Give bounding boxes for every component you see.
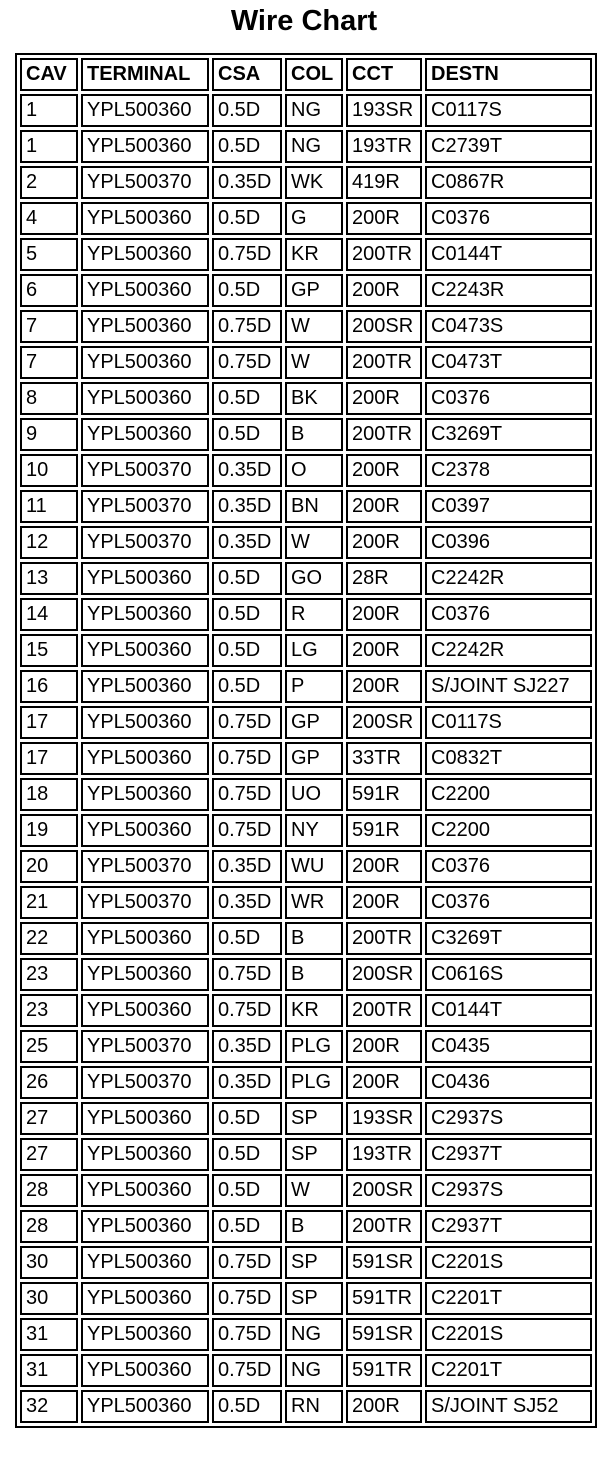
cell-terminal: YPL500370 bbox=[81, 1030, 209, 1063]
cell-cct: 200R bbox=[346, 598, 422, 631]
cell-terminal: YPL500370 bbox=[81, 850, 209, 883]
cell-csa: 0.35D bbox=[212, 886, 282, 919]
cell-terminal: YPL500360 bbox=[81, 634, 209, 667]
cell-terminal: YPL500360 bbox=[81, 706, 209, 739]
cell-cct: 591TR bbox=[346, 1282, 422, 1315]
table-row bbox=[20, 1210, 592, 1243]
table-row bbox=[20, 670, 592, 703]
cell-csa: 0.75D bbox=[212, 1354, 282, 1387]
cell-cct: 200R bbox=[346, 1066, 422, 1099]
cell-csa: 0.35D bbox=[212, 850, 282, 883]
table-row bbox=[20, 1390, 592, 1423]
cell-cct: 200SR bbox=[346, 1174, 422, 1207]
cell-cav: 10 bbox=[20, 454, 78, 487]
cell-cct: 193SR bbox=[346, 1102, 422, 1135]
cell-col: WU bbox=[285, 850, 343, 883]
cell-csa: 0.5D bbox=[212, 418, 282, 451]
cell-csa: 0.75D bbox=[212, 958, 282, 991]
cell-cav: 18 bbox=[20, 778, 78, 811]
cell-terminal: YPL500360 bbox=[81, 130, 209, 163]
cell-csa: 0.5D bbox=[212, 1138, 282, 1171]
cell-csa: 0.5D bbox=[212, 598, 282, 631]
cell-cct: 33TR bbox=[346, 742, 422, 775]
cell-cct: 200R bbox=[346, 490, 422, 523]
cell-cct: 591TR bbox=[346, 1354, 422, 1387]
cell-terminal: YPL500370 bbox=[81, 526, 209, 559]
cell-terminal: YPL500360 bbox=[81, 1174, 209, 1207]
cell-cav: 19 bbox=[20, 814, 78, 847]
cell-terminal: YPL500360 bbox=[81, 1246, 209, 1279]
cell-col: RN bbox=[285, 1390, 343, 1423]
table-row bbox=[20, 562, 592, 595]
cell-col: SP bbox=[285, 1102, 343, 1135]
cell-cct: 200TR bbox=[346, 922, 422, 955]
cell-destn: C0832T bbox=[425, 742, 592, 775]
cell-cav: 32 bbox=[20, 1390, 78, 1423]
table-row bbox=[20, 778, 592, 811]
cell-col: GO bbox=[285, 562, 343, 595]
cell-cav: 23 bbox=[20, 958, 78, 991]
cell-cct: 193TR bbox=[346, 130, 422, 163]
cell-destn: C0376 bbox=[425, 382, 592, 415]
table-row bbox=[20, 1030, 592, 1063]
cell-csa: 0.75D bbox=[212, 1282, 282, 1315]
cell-terminal: YPL500360 bbox=[81, 1102, 209, 1135]
cell-col: GP bbox=[285, 742, 343, 775]
cell-csa: 0.35D bbox=[212, 166, 282, 199]
cell-csa: 0.5D bbox=[212, 1102, 282, 1135]
cell-col: O bbox=[285, 454, 343, 487]
cell-csa: 0.75D bbox=[212, 238, 282, 271]
cell-cav: 7 bbox=[20, 310, 78, 343]
cell-terminal: YPL500360 bbox=[81, 238, 209, 271]
cell-col: BK bbox=[285, 382, 343, 415]
cell-terminal: YPL500360 bbox=[81, 274, 209, 307]
cell-terminal: YPL500370 bbox=[81, 454, 209, 487]
cell-csa: 0.5D bbox=[212, 1210, 282, 1243]
cell-csa: 0.75D bbox=[212, 994, 282, 1027]
cell-cct: 591R bbox=[346, 778, 422, 811]
cell-cav: 15 bbox=[20, 634, 78, 667]
cell-cct: 200TR bbox=[346, 1210, 422, 1243]
cell-col: GP bbox=[285, 274, 343, 307]
cell-csa: 0.5D bbox=[212, 1390, 282, 1423]
cell-csa: 0.75D bbox=[212, 310, 282, 343]
cell-destn: C0473T bbox=[425, 346, 592, 379]
cell-terminal: YPL500360 bbox=[81, 418, 209, 451]
page-title: Wire Chart bbox=[230, 5, 378, 37]
cell-csa: 0.75D bbox=[212, 742, 282, 775]
cell-terminal: YPL500360 bbox=[81, 202, 209, 235]
cell-cct: 200SR bbox=[346, 310, 422, 343]
cell-col: NG bbox=[285, 1354, 343, 1387]
cell-col: PLG bbox=[285, 1066, 343, 1099]
cell-destn: C0867R bbox=[425, 166, 592, 199]
cell-col: SP bbox=[285, 1246, 343, 1279]
cell-csa: 0.5D bbox=[212, 670, 282, 703]
cell-cav: 6 bbox=[20, 274, 78, 307]
cell-terminal: YPL500360 bbox=[81, 742, 209, 775]
cell-col: W bbox=[285, 310, 343, 343]
table-row bbox=[20, 1354, 592, 1387]
table-body bbox=[20, 94, 592, 1423]
cell-destn: C0396 bbox=[425, 526, 592, 559]
cell-col: NG bbox=[285, 94, 343, 127]
cell-col: B bbox=[285, 958, 343, 991]
cell-cav: 20 bbox=[20, 850, 78, 883]
cell-cav: 25 bbox=[20, 1030, 78, 1063]
cell-terminal: YPL500360 bbox=[81, 958, 209, 991]
table-row bbox=[20, 382, 592, 415]
cell-cav: 31 bbox=[20, 1354, 78, 1387]
cell-terminal: YPL500370 bbox=[81, 490, 209, 523]
cell-destn: C2201S bbox=[425, 1318, 592, 1351]
cell-csa: 0.5D bbox=[212, 202, 282, 235]
cell-terminal: YPL500370 bbox=[81, 1066, 209, 1099]
table-row bbox=[20, 1282, 592, 1315]
cell-col: UO bbox=[285, 778, 343, 811]
cell-cav: 23 bbox=[20, 994, 78, 1027]
cell-cct: 200R bbox=[346, 1390, 422, 1423]
cell-cav: 7 bbox=[20, 346, 78, 379]
cell-cav: 17 bbox=[20, 742, 78, 775]
cell-terminal: YPL500360 bbox=[81, 310, 209, 343]
cell-csa: 0.75D bbox=[212, 346, 282, 379]
table-row bbox=[20, 1174, 592, 1207]
cell-destn: C2200 bbox=[425, 814, 592, 847]
cell-cav: 28 bbox=[20, 1210, 78, 1243]
cell-destn: C0616S bbox=[425, 958, 592, 991]
table-row bbox=[20, 958, 592, 991]
cell-cav: 14 bbox=[20, 598, 78, 631]
table-row bbox=[20, 310, 592, 343]
table-row bbox=[20, 418, 592, 451]
cell-destn: C0435 bbox=[425, 1030, 592, 1063]
cell-destn: S/JOINT SJ227 bbox=[425, 670, 592, 703]
cell-terminal: YPL500360 bbox=[81, 598, 209, 631]
cell-col: P bbox=[285, 670, 343, 703]
cell-cav: 16 bbox=[20, 670, 78, 703]
cell-cct: 419R bbox=[346, 166, 422, 199]
cell-csa: 0.75D bbox=[212, 706, 282, 739]
cell-cav: 28 bbox=[20, 1174, 78, 1207]
cell-csa: 0.5D bbox=[212, 130, 282, 163]
cell-terminal: YPL500360 bbox=[81, 346, 209, 379]
cell-csa: 0.75D bbox=[212, 778, 282, 811]
cell-destn: C0376 bbox=[425, 850, 592, 883]
cell-col: WR bbox=[285, 886, 343, 919]
table-row bbox=[20, 490, 592, 523]
cell-destn: C0376 bbox=[425, 886, 592, 919]
table-row bbox=[20, 922, 592, 955]
header-terminal: TERMINAL bbox=[81, 58, 209, 91]
cell-destn: C0376 bbox=[425, 598, 592, 631]
cell-destn: C2378 bbox=[425, 454, 592, 487]
cell-cav: 12 bbox=[20, 526, 78, 559]
cell-csa: 0.35D bbox=[212, 1066, 282, 1099]
cell-csa: 0.35D bbox=[212, 526, 282, 559]
cell-csa: 0.75D bbox=[212, 1318, 282, 1351]
cell-cct: 28R bbox=[346, 562, 422, 595]
cell-destn: C2937S bbox=[425, 1174, 592, 1207]
cell-cct: 200R bbox=[346, 274, 422, 307]
cell-csa: 0.5D bbox=[212, 634, 282, 667]
cell-col: R bbox=[285, 598, 343, 631]
table-row bbox=[20, 526, 592, 559]
cell-col: PLG bbox=[285, 1030, 343, 1063]
cell-destn: C2937S bbox=[425, 1102, 592, 1135]
cell-cav: 27 bbox=[20, 1138, 78, 1171]
table-row bbox=[20, 1066, 592, 1099]
cell-cct: 591SR bbox=[346, 1318, 422, 1351]
cell-cav: 26 bbox=[20, 1066, 78, 1099]
cell-col: NY bbox=[285, 814, 343, 847]
cell-destn: C3269T bbox=[425, 922, 592, 955]
cell-destn: C2201T bbox=[425, 1354, 592, 1387]
cell-terminal: YPL500360 bbox=[81, 1354, 209, 1387]
table-row bbox=[20, 994, 592, 1027]
cell-cct: 200TR bbox=[346, 994, 422, 1027]
cell-terminal: YPL500360 bbox=[81, 1390, 209, 1423]
cell-terminal: YPL500370 bbox=[81, 886, 209, 919]
cell-destn: C3269T bbox=[425, 418, 592, 451]
cell-col: SP bbox=[285, 1138, 343, 1171]
cell-destn: C0376 bbox=[425, 202, 592, 235]
cell-terminal: YPL500360 bbox=[81, 1210, 209, 1243]
cell-csa: 0.5D bbox=[212, 94, 282, 127]
cell-destn: C0117S bbox=[425, 94, 592, 127]
cell-csa: 0.5D bbox=[212, 562, 282, 595]
cell-col: NG bbox=[285, 1318, 343, 1351]
cell-cct: 200R bbox=[346, 202, 422, 235]
cell-destn: S/JOINT SJ52 bbox=[425, 1390, 592, 1423]
cell-col: W bbox=[285, 1174, 343, 1207]
cell-cct: 200R bbox=[346, 670, 422, 703]
cell-cct: 200R bbox=[346, 850, 422, 883]
cell-destn: C2243R bbox=[425, 274, 592, 307]
cell-col: KR bbox=[285, 994, 343, 1027]
cell-csa: 0.5D bbox=[212, 382, 282, 415]
cell-terminal: YPL500360 bbox=[81, 562, 209, 595]
cell-terminal: YPL500360 bbox=[81, 382, 209, 415]
cell-cct: 200SR bbox=[346, 706, 422, 739]
table-row bbox=[20, 1318, 592, 1351]
cell-col: W bbox=[285, 526, 343, 559]
header-row bbox=[20, 58, 592, 91]
cell-col: WK bbox=[285, 166, 343, 199]
cell-cav: 31 bbox=[20, 1318, 78, 1351]
cell-destn: C2201T bbox=[425, 1282, 592, 1315]
table-row bbox=[20, 886, 592, 919]
cell-terminal: YPL500360 bbox=[81, 670, 209, 703]
cell-csa: 0.35D bbox=[212, 454, 282, 487]
cell-cct: 200R bbox=[346, 634, 422, 667]
cell-destn: C2200 bbox=[425, 778, 592, 811]
cell-destn: C2937T bbox=[425, 1138, 592, 1171]
table-row bbox=[20, 274, 592, 307]
cell-cct: 193TR bbox=[346, 1138, 422, 1171]
cell-cav: 30 bbox=[20, 1282, 78, 1315]
cell-cav: 2 bbox=[20, 166, 78, 199]
header-cav: CAV bbox=[20, 58, 78, 91]
wire-chart-table bbox=[15, 53, 597, 1428]
cell-col: SP bbox=[285, 1282, 343, 1315]
cell-destn: C2739T bbox=[425, 130, 592, 163]
table-row bbox=[20, 94, 592, 127]
cell-cct: 591R bbox=[346, 814, 422, 847]
table-row bbox=[20, 1102, 592, 1135]
cell-cct: 200SR bbox=[346, 958, 422, 991]
cell-cav: 27 bbox=[20, 1102, 78, 1135]
cell-csa: 0.35D bbox=[212, 490, 282, 523]
cell-cav: 8 bbox=[20, 382, 78, 415]
cell-col: KR bbox=[285, 238, 343, 271]
cell-cct: 200R bbox=[346, 1030, 422, 1063]
cell-cav: 9 bbox=[20, 418, 78, 451]
header-col: COL bbox=[285, 58, 343, 91]
cell-col: B bbox=[285, 922, 343, 955]
table-row bbox=[20, 634, 592, 667]
table-row bbox=[20, 238, 592, 271]
cell-terminal: YPL500360 bbox=[81, 814, 209, 847]
table-row bbox=[20, 706, 592, 739]
cell-destn: C2242R bbox=[425, 562, 592, 595]
cell-destn: C2201S bbox=[425, 1246, 592, 1279]
cell-terminal: YPL500360 bbox=[81, 1282, 209, 1315]
cell-col: B bbox=[285, 1210, 343, 1243]
header-cct: CCT bbox=[346, 58, 422, 91]
cell-destn: C0144T bbox=[425, 994, 592, 1027]
cell-cct: 200TR bbox=[346, 346, 422, 379]
cell-col: B bbox=[285, 418, 343, 451]
cell-cav: 5 bbox=[20, 238, 78, 271]
table-row bbox=[20, 1138, 592, 1171]
cell-terminal: YPL500360 bbox=[81, 94, 209, 127]
cell-col: NG bbox=[285, 130, 343, 163]
cell-terminal: YPL500360 bbox=[81, 1318, 209, 1351]
cell-col: BN bbox=[285, 490, 343, 523]
table-row bbox=[20, 202, 592, 235]
cell-csa: 0.75D bbox=[212, 1246, 282, 1279]
cell-terminal: YPL500360 bbox=[81, 778, 209, 811]
cell-csa: 0.35D bbox=[212, 1030, 282, 1063]
cell-cav: 1 bbox=[20, 130, 78, 163]
table-row bbox=[20, 454, 592, 487]
table-row bbox=[20, 1246, 592, 1279]
cell-cav: 4 bbox=[20, 202, 78, 235]
table-row bbox=[20, 130, 592, 163]
header-destn: DESTN bbox=[425, 58, 592, 91]
cell-cct: 591SR bbox=[346, 1246, 422, 1279]
cell-col: GP bbox=[285, 706, 343, 739]
cell-destn: C0436 bbox=[425, 1066, 592, 1099]
cell-cav: 13 bbox=[20, 562, 78, 595]
cell-cct: 200R bbox=[346, 382, 422, 415]
table-row bbox=[20, 598, 592, 631]
table-row bbox=[20, 166, 592, 199]
cell-cct: 200R bbox=[346, 526, 422, 559]
cell-terminal: YPL500360 bbox=[81, 994, 209, 1027]
cell-destn: C0397 bbox=[425, 490, 592, 523]
cell-cav: 1 bbox=[20, 94, 78, 127]
cell-destn: C0117S bbox=[425, 706, 592, 739]
cell-cct: 200R bbox=[346, 454, 422, 487]
cell-cct: 193SR bbox=[346, 94, 422, 127]
cell-cct: 200TR bbox=[346, 238, 422, 271]
cell-terminal: YPL500360 bbox=[81, 1138, 209, 1171]
cell-cct: 200TR bbox=[346, 418, 422, 451]
header-csa: CSA bbox=[212, 58, 282, 91]
cell-csa: 0.5D bbox=[212, 1174, 282, 1207]
cell-col: G bbox=[285, 202, 343, 235]
cell-cav: 22 bbox=[20, 922, 78, 955]
table-row bbox=[20, 346, 592, 379]
cell-col: LG bbox=[285, 634, 343, 667]
table-row bbox=[20, 814, 592, 847]
cell-cct: 200R bbox=[346, 886, 422, 919]
cell-destn: C0144T bbox=[425, 238, 592, 271]
cell-cav: 30 bbox=[20, 1246, 78, 1279]
cell-csa: 0.75D bbox=[212, 814, 282, 847]
cell-csa: 0.5D bbox=[212, 274, 282, 307]
cell-cav: 17 bbox=[20, 706, 78, 739]
cell-destn: C0473S bbox=[425, 310, 592, 343]
table-row bbox=[20, 850, 592, 883]
cell-terminal: YPL500360 bbox=[81, 922, 209, 955]
cell-cav: 21 bbox=[20, 886, 78, 919]
cell-terminal: YPL500370 bbox=[81, 166, 209, 199]
cell-col: W bbox=[285, 346, 343, 379]
cell-destn: C2937T bbox=[425, 1210, 592, 1243]
cell-csa: 0.5D bbox=[212, 922, 282, 955]
cell-destn: C2242R bbox=[425, 634, 592, 667]
cell-cav: 11 bbox=[20, 490, 78, 523]
table-row bbox=[20, 742, 592, 775]
